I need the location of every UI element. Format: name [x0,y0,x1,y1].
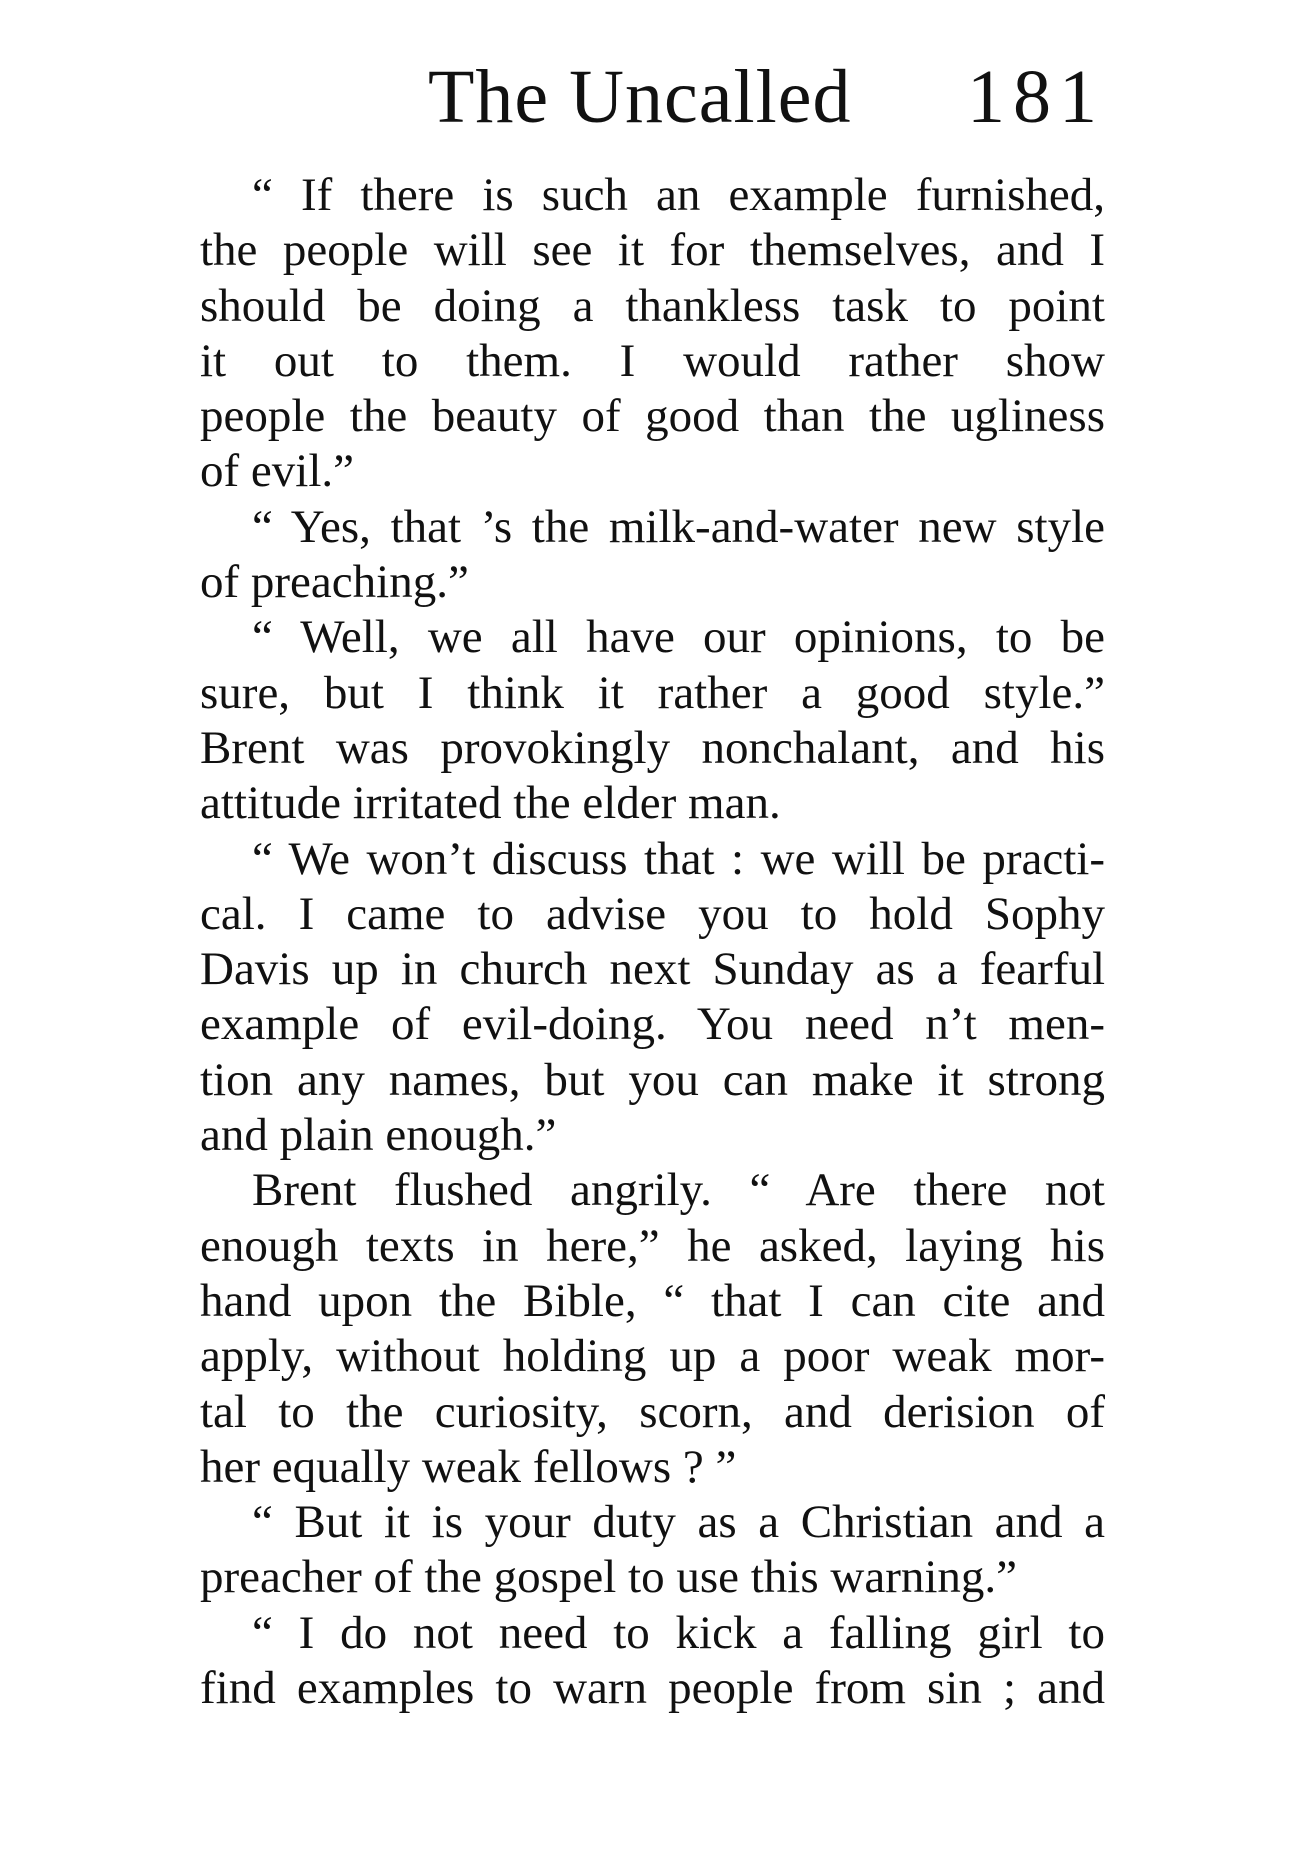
text-line: of preaching.” [200,556,469,609]
text-line: the people will see it for themselves, and I [200,224,1105,277]
text-line: should be doing a thankless task to point [200,279,1105,332]
text-line: tion any names, but you can make it strong [200,1053,1105,1106]
text-line: “ I do not need to kick a falling girl to [252,1606,1105,1659]
text-line: enough texts in here,” he asked, laying his [200,1219,1105,1272]
text-line: Davis up in church next Sunday as a fearful [200,943,1105,996]
text-line: cal. I came to advise you to hold Sophy [200,887,1105,940]
text-line: preacher of the gospel to use this warning.” [200,1551,1018,1604]
text-line: “ Yes, that ’s the milk-and-water new style [252,500,1105,553]
page-header [200,52,1105,142]
text-line: of evil.” [200,445,354,498]
text-line: it out to them. I would rather show [200,334,1105,387]
text-line: find examples to warn people from sin ; and [200,1662,1105,1715]
text-line: “ Well, we all have our opinions, to be [252,611,1105,664]
text-line: apply, without holding up a poor weak mor- [200,1330,1105,1383]
text-line: hand upon the Bible, “ that I can cite and [200,1274,1105,1327]
text-line: people the beauty of good than the ugliness [200,390,1105,443]
page-number: 181 [967,55,1105,139]
text-line: and plain enough.” [200,1109,557,1162]
text-line: Brent flushed angrily. “ Are there not [252,1164,1105,1217]
text-line: her equally weak fellows ? ” [200,1440,737,1493]
text-line: tal to the curiosity, scorn, and derision of [200,1385,1105,1438]
body-text [200,168,1105,1716]
text-line: “ If there is such an example furnished, [252,169,1105,221]
text-line: “ But it is your duty as a Christian and a [252,1496,1105,1549]
text-line: sure, but I think it rather a good style.” [200,666,1105,719]
text-line: attitude irritated the elder man. [200,777,781,830]
text-line: example of evil-doing. You need n’t men- [200,998,1105,1051]
text-line: Brent was provokingly nonchalant, and his [200,721,1105,774]
text-line: “ We won’t discuss that : we will be practi- [252,832,1105,885]
running-title: The Uncalled [428,55,852,139]
